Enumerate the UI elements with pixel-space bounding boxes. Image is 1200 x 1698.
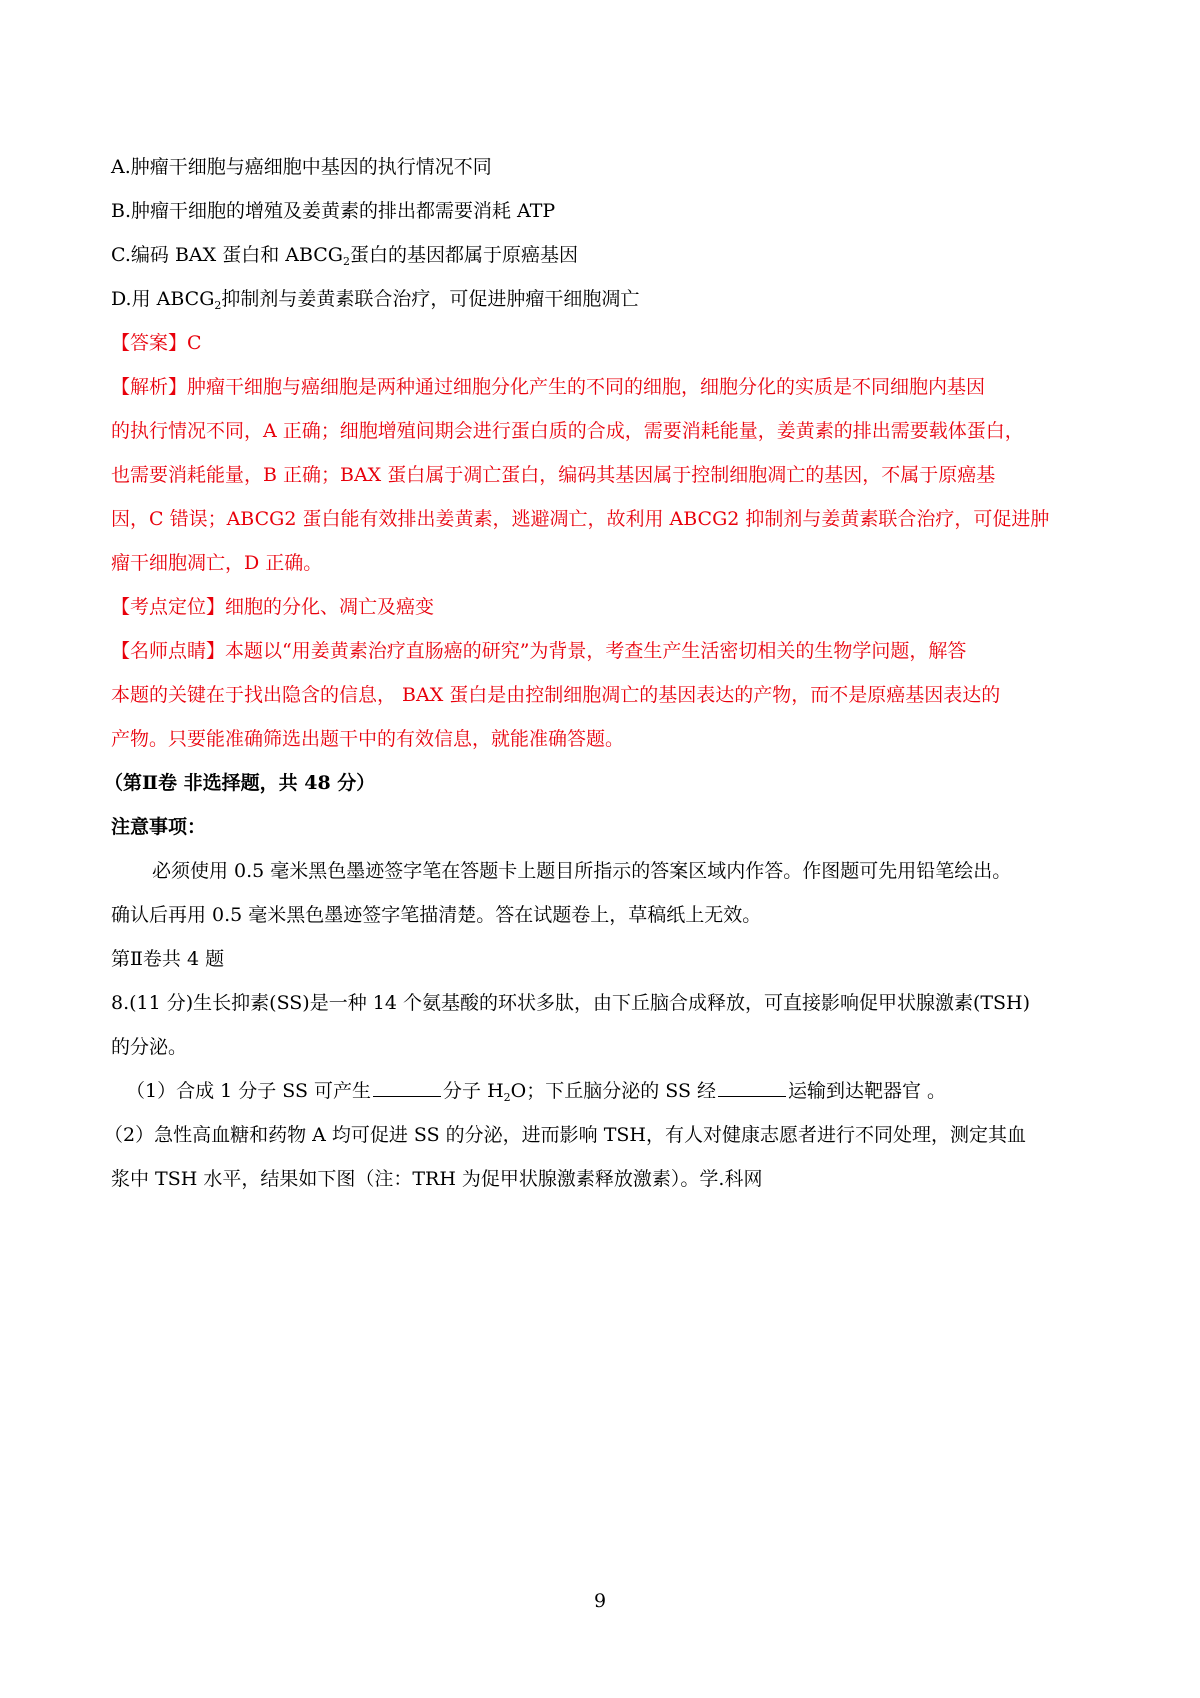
notice-title: 注意事项： [111, 816, 207, 838]
notice-line: 必须使用 0.5 毫米黑色墨迹签字笔在答题卡上题目所指示的答案区域内作答。作图题可先用铅笔绘出。 [152, 860, 1012, 882]
analysis-line: 【解析】肿瘤干细胞与癌细胞是两种通过细胞分化产生的不同的细胞，细胞分化的实质是不同细胞内基因 [111, 376, 986, 398]
question-8-part-2: 浆中 TSH 水平，结果如下图（注：TRH 为促甲状腺激素释放激素）。学.科网 [111, 1168, 763, 1190]
option-d: D.用 $ABCG_2$抑制剂与姜黄素联合治疗，可促进肿瘤干细胞凋亡 [111, 288, 640, 312]
question-8-stem: 的分泌。 [111, 1036, 188, 1058]
comment-line: 【名师点睛】本题以“用姜黄素治疗直肠癌的研究”为背景，考查生产生活密切相关的生物学问题，解答 [111, 640, 967, 662]
question-8-part-2: （2）急性高血糖和药物 A 均可促进 SS 的分泌，进而影响 TSH，有人对健康志愿者进行不同处理，测定其血 [104, 1124, 1026, 1146]
comment-line: 产物。只要能准确筛选出题干中的有效信息，就能准确答题。 [111, 728, 625, 750]
page-number: 9 [593, 1590, 607, 1612]
option-a: A.肿瘤干细胞与癌细胞中基因的执行情况不同 [111, 156, 492, 178]
analysis-line: 因，C 错误；ABCG2 蛋白能有效排出姜黄素，逃避凋亡，故利用 ABCG2 抑制剂与姜黄素联合治疗，可促进肿 [111, 508, 1050, 530]
answer-blank[interactable] [718, 1079, 786, 1097]
analysis-line: 瘤干细胞凋亡，D 正确。 [111, 552, 323, 574]
option-b: B.肿瘤干细胞的增殖及姜黄素的排出都需要消耗 ATP [111, 200, 556, 222]
question-8-part-1: （1）合成 1 分子 SS 可产生 分子 $H_2O$；下丘脑分泌的 SS 经 运输到达靶器官 。 [126, 1080, 947, 1104]
section-title: （第Ⅱ卷 非选择题，共 48 分） [104, 772, 376, 794]
question-8-stem: 8.(11 分)生长抑素(SS)是一种 14 个氨基酸的环状多肽，由下丘脑合成释放，可直接影响促甲状腺激素(TSH) [111, 992, 1031, 1014]
question-count: 第Ⅱ卷共 4 题 [111, 948, 225, 970]
kaodian: 【考点定位】细胞的分化、凋亡及癌变 [111, 596, 435, 618]
answer: 【答案】C [111, 332, 202, 354]
answer-blank[interactable] [373, 1079, 441, 1097]
analysis-line: 的执行情况不同，A 正确；细胞增殖间期会进行蛋白质的合成，需要消耗能量，姜黄素的排出需要载体蛋白， [111, 420, 1024, 442]
comment-line: 本题的关键在于找出隐含的信息， BAX 蛋白是由控制细胞凋亡的基因表达的产物，而不是原癌基因表达的 [111, 684, 1001, 706]
analysis-line: 也需要消耗能量，B 正确；BAX 蛋白属于凋亡蛋白，编码其基因属于控制细胞凋亡的基因，不属于原癌基 [111, 464, 996, 486]
notice-line: 确认后再用 0.5 毫米黑色墨迹签字笔描清楚。答在试题卷上，草稿纸上无效。 [111, 904, 762, 926]
option-c: C.编码 BAX 蛋白和 $ABCG_2$蛋白的基因都属于原癌基因 [111, 244, 578, 268]
